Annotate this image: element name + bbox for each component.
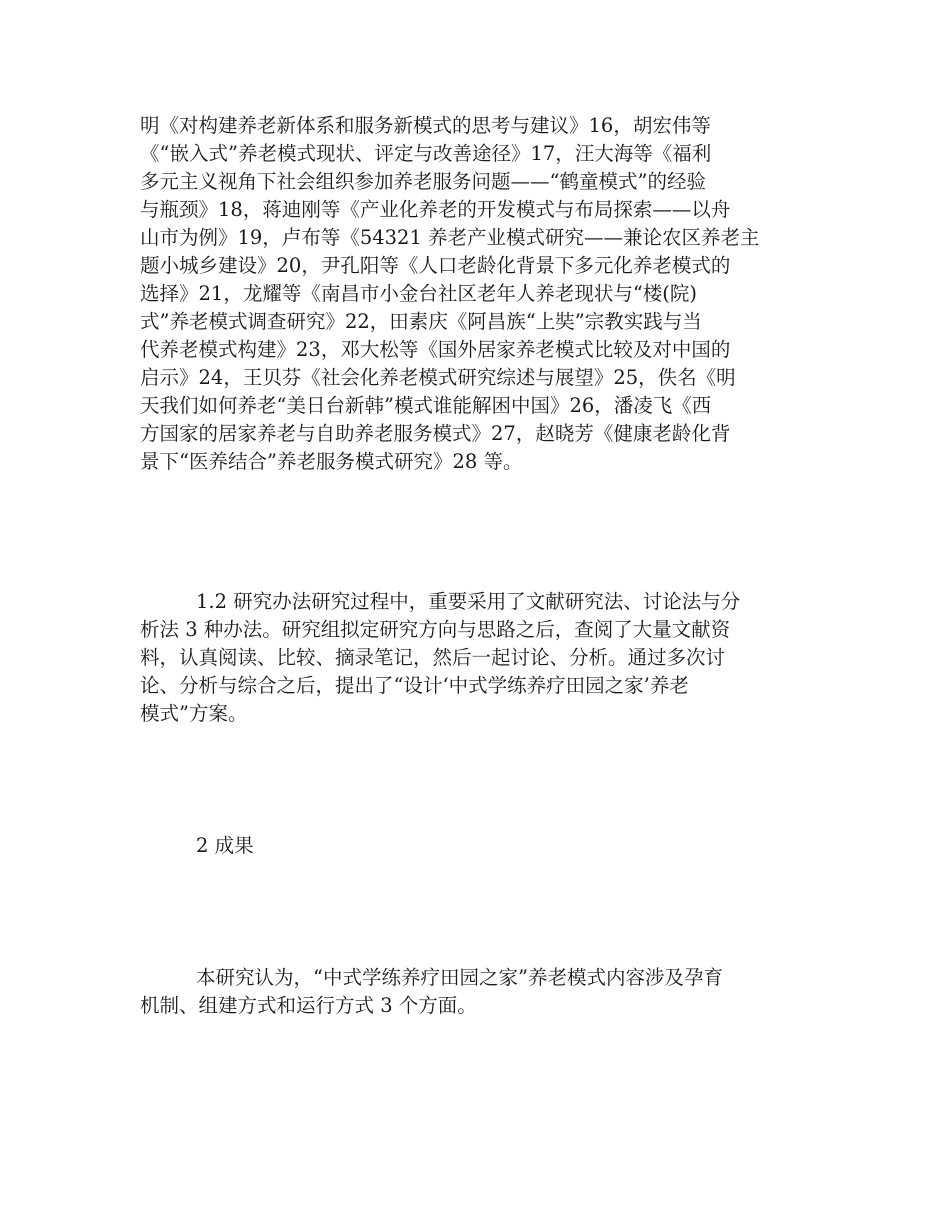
- text-line: 析法 3 种办法。研究组拟定研究方向与思路之后，查阅了大量文献资: [140, 618, 731, 641]
- text-line: 论、分析与综合之后，提出了“设计‘中式学练养疗田园之家’养老: [140, 674, 689, 697]
- text-line: 模式”方案。: [140, 702, 248, 725]
- text-line: 料，认真阅读、比较、摘录笔记，然后一起讨论、分析。通过多次讨: [140, 646, 726, 669]
- text-line: 式”养老模式调查研究》22，田素庆《阿昌族“上奘”宗教实践与当: [140, 310, 702, 333]
- text-line: 代养老模式构建》23，邓大松等《国外居家养老模式比较及对中国的: [140, 338, 731, 361]
- text-line: 明《对构建养老新体系和服务新模式的思考与建议》16，胡宏伟等: [140, 114, 711, 137]
- text-line: 《“嵌入式”养老模式现状、评定与改善途径》17，汪大海等《福利: [140, 142, 712, 165]
- text-line: 方国家的居家养老与自助养老服务模式》27，赵晓芳《健康老龄化背: [140, 422, 731, 445]
- text-line: 题小城乡建设》20，尹孔阳等《人口老龄化背景下多元化养老模式的: [140, 254, 731, 277]
- text-line: 天我们如何养老“美日台新韩”模式谁能解困中国》26，潘凌飞《西: [140, 394, 712, 417]
- text-line: 山市为例》19，卢布等《54321 养老产业模式研究——兼论农区养老主: [140, 226, 760, 249]
- text-line: 景下“医养结合”养老服务模式研究》28 等。: [140, 450, 523, 473]
- text-line: 1.2 研究办法研究过程中，重要采用了文献研究法、讨论法与分: [196, 590, 741, 613]
- text-line: 多元主义视角下社会组织参加养老服务问题——“鹤童模式”的经验: [140, 170, 706, 193]
- text-line: 启示》24，王贝芬《社会化养老模式研究综述与展望》25，佚名《明: [140, 366, 736, 389]
- text-line: 与瓶颈》18，蒋迪刚等《产业化养老的开发模式与布局探索——以舟: [140, 198, 731, 221]
- section-heading: 2 成果: [196, 834, 254, 857]
- text-line: 机制、组建方式和运行方式 3 个方面。: [140, 994, 477, 1017]
- text-line: 本研究认为，“中式学练养疗田园之家”养老模式内容涉及孕育: [196, 966, 723, 989]
- text-line: 选择》21，龙耀等《南昌市小金台社区老年人养老现状与“楼(院): [140, 282, 697, 305]
